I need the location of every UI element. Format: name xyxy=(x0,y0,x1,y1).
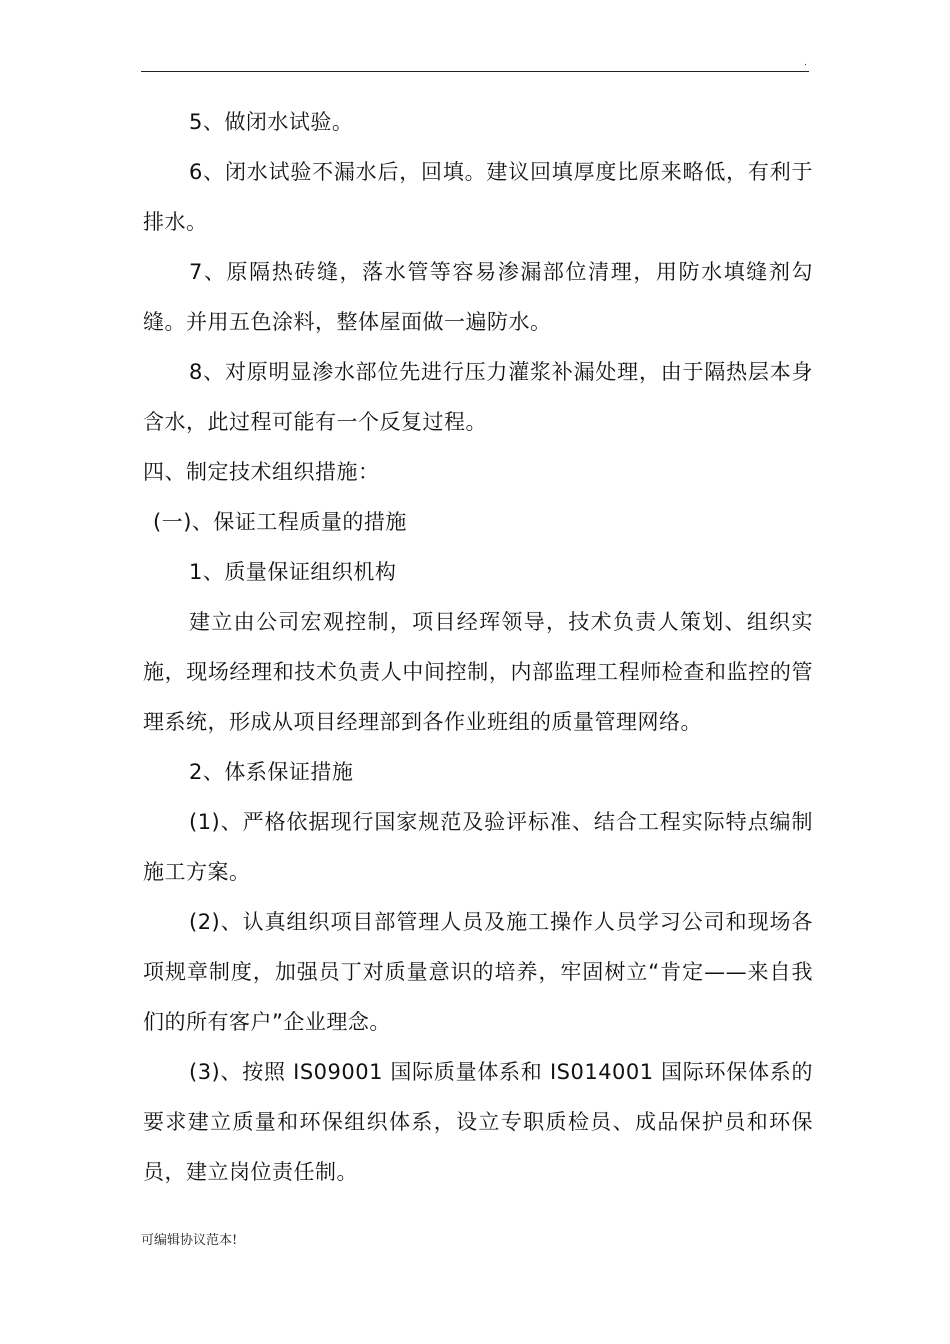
measure-item-2: (2)、认真组织项目部管理人员及施工操作人员学习公司和现场各项规章制度，加强员丁对质量意识的培养，牢固树立“肯定——来自我们的所有客户”企业理念。 xyxy=(143,910,813,1034)
footer-note: 可编辑协议范本! xyxy=(141,1233,238,1248)
paragraph-item-7: 7、原隔热砖缝，落水管等容易渗漏部位清理，用防水填缝剂勾缝。并用五色涂料，整体屋面做一遍防水。 xyxy=(143,260,813,334)
measure-item-3: (3)、按照 IS09001 国际质量体系和 IS014001 国际环保体系的要求建立质量和环保组织体系，设立专职质检员、成品保护员和环保员，建立岗位责任制。 xyxy=(143,1060,813,1184)
paragraph-item-8: 8、对原明显渗水部位先进行压力灌浆补漏处理，由于隔热层本身含水，此过程可能有一个反复过程。 xyxy=(143,360,813,434)
paragraph-item-6: 6、闭水试验不漏水后，回填。建议回填厚度比原来略低，有利于排水。 xyxy=(143,160,813,234)
paragraph-item-5: 5、做闭水试验。 xyxy=(189,110,354,134)
numbered-heading-2: 2、体系保证措施 xyxy=(189,760,354,784)
header-rule xyxy=(141,71,809,72)
document-body xyxy=(143,97,813,1197)
body-paragraph-organization: 建立由公司宏观控制，项目经珲领导，技术负责人策划、组织实施，现场经理和技术负责人中间控制，内部监理工程师检查和监控的管理系统，形成从项目经理部到各作业班组的质量管理网络。 xyxy=(143,610,813,734)
numbered-heading-1: 1、质量保证组织机构 xyxy=(189,560,397,584)
header-mark: . xyxy=(804,58,807,68)
measure-item-1: (1)、严格依据现行国家规范及验评标准、结合工程实际特点编制施工方案。 xyxy=(143,810,813,884)
section-heading-4: 四、制定技术组织措施： xyxy=(143,460,380,484)
subsection-heading-1: (一)、保证工程质量的措施 xyxy=(153,510,407,534)
